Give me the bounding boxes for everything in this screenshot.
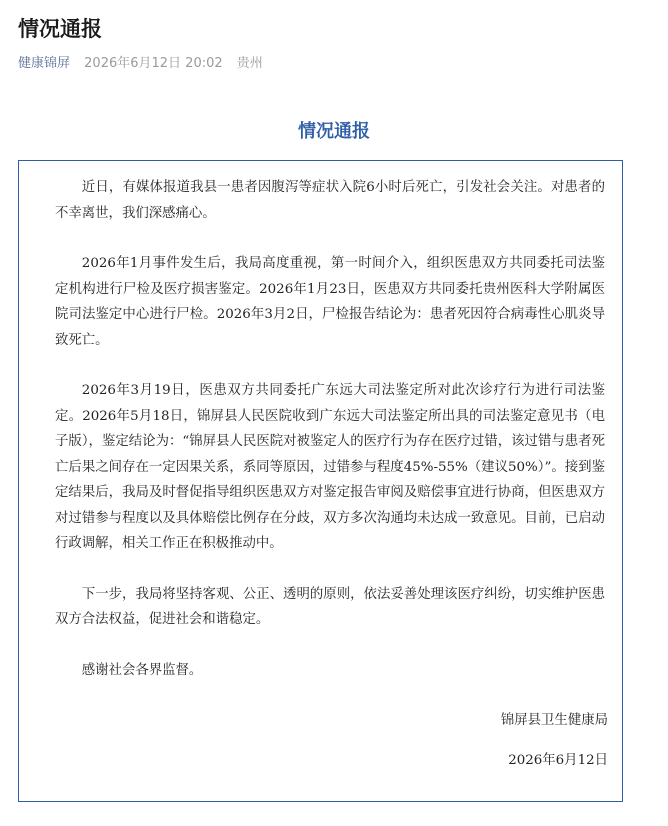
signature-block (501, 711, 608, 771)
notice-paragraph: 2026年1月事件发生后，我局高度重视，第一时间介入，组织医患双方共同委托司法鉴定机构进行尸检及医疗损害鉴定。2026年1月23日，医患双方共同委托贵州医科大学附属医院司法鉴定中心进行尸检。2026年3月2日，尸检报告结论为：患者死因符合病毒性心肌炎导致死亡。 (55, 256, 605, 348)
notice-paragraph: 感谢社会各界监督。 (81, 662, 203, 678)
account-name-link[interactable]: 健康锦屏 (18, 56, 71, 71)
signature-date: 2026年6月12日 (508, 753, 608, 768)
notice-paragraph: 近日，有媒体报道我县一患者因腹泻等症状入院6小时后死亡，引发社会关注。对患者的不幸离世，我们深感痛心。 (55, 180, 605, 221)
notice-paragraph: 下一步，我局将坚持客观、公正、透明的原则，依法妥善处理该医疗纠纷，切实维护医患双方合法权益，促进社会和谐稳定。 (55, 586, 605, 627)
notice-box (18, 160, 623, 802)
publish-date: 2026年6月12日 20:02 (84, 56, 223, 71)
article-title: 情况通报 (18, 17, 102, 41)
signature-org: 锦屏县卫生健康局 (500, 713, 608, 728)
publish-location: 贵州 (236, 56, 263, 71)
article-meta (18, 54, 263, 74)
notice-heading: 情况通报 (298, 121, 370, 142)
notice-paragraph: 2026年3月19日，医患双方共同委托广东远大司法鉴定所对此次诊疗行为进行司法鉴定。2026年5月18日，锦屏县人民医院收到广东远大司法鉴定所出具的司法鉴定意见书（电子版），鉴定结论为：“锦屏县人民医院对被鉴定人的医疗行为存在医疗过错，该过错与患者死亡后果之间存在一定因果关系，系同等原因，过错参与程度45%-55%（建议50%）”。接到鉴定结果后，我局及时督促指导组织医患双方对鉴定报告审阅及赔偿事宜进行协商，但医患双方对过错参与程度以及具体赔偿比例存在分歧，双方多次沟通均未达成一致意见。目前，已启动行政调解，相关工作正在积极推动中。 (55, 383, 605, 551)
notice-body (55, 175, 605, 708)
